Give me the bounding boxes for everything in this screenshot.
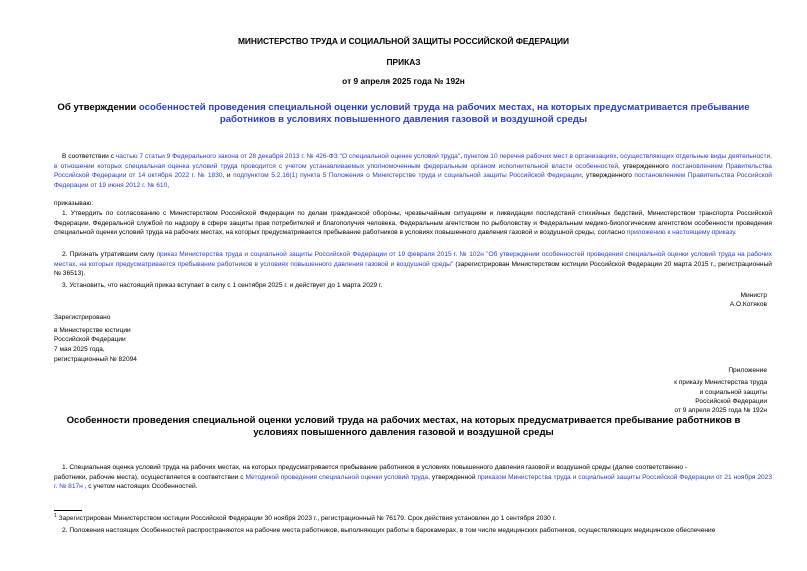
order-item-1 [54, 209, 772, 238]
registration-block [54, 313, 137, 365]
title-prefix: Об утверждении [57, 102, 139, 113]
item2-text: (зарегистрирован Министерством юстиции Российской Федерации 20 марта 2015 г., регистрационный № 36513). [54, 260, 772, 278]
appendix-item1-rest [54, 473, 772, 492]
resolution-610-link[interactable]: постановлением Правительства Российской Федерации от 19 июня 2012 г. № 610 [54, 172, 772, 189]
document-date-number: от 9 апреля 2025 года № 192н [342, 76, 465, 86]
footnote-mark: 1 [54, 513, 57, 519]
appendix-link[interactable]: приложению к настоящему приказу [626, 229, 735, 237]
title-link[interactable]: особенностей проведения специальной оценки условий труда на рабочих местах, на которых предусматривается пребывание работников в условиях повышенного давления газовой и воздушной среды [138, 102, 750, 125]
appendix-ref-line: от 9 апреля 2025 года № 192н [674, 407, 767, 415]
list-point-10-link[interactable]: пунктом 10 перечня рабочих мест в организациях, осуществляющих отдельные виды деятельности, в отношении которых специальная оценка условий труда проводится с учетом устанавливаемых уполномоченным федеральным органом исполнительной власти особенностей [54, 153, 772, 170]
appendix-item1-text: работники, рабочие места), осуществляется в соответствии с [54, 473, 246, 481]
order-item-3: 3. Установить, что настоящий приказ вступает в силу с 1 сентября 2025 г. и действует до 1 марта 2029 г. [62, 282, 383, 289]
item1-end: . [734, 229, 737, 237]
appendix-item1-line: 1. Специальная оценка условий труда на рабочих местах, на которых предусматривается пребывание работников в условиях повышенного давления газовой и воздушной среды (далее соответственно - [62, 464, 688, 471]
registration-line: Зарегистрировано [54, 314, 111, 321]
registration-line: 7 мая 2025 года, [54, 346, 105, 354]
signature-position: Министр [740, 292, 767, 299]
preamble-text: , [460, 153, 464, 160]
appendix-ref-line: и социальной защиты [699, 388, 767, 396]
methodology-link[interactable]: Методикой проведения специальной оценки условий труда [245, 473, 429, 481]
appendix-ref-line: Приложение [728, 367, 767, 374]
registration-line: в Министерстве юстиции [54, 326, 131, 334]
preamble-text: , утвержденного [581, 172, 635, 180]
appendix-item-1 [54, 463, 772, 492]
preamble-text: , утвержденного [618, 162, 672, 170]
appendix-reference [674, 366, 767, 415]
document-type: ПРИКАЗ [386, 57, 421, 67]
resolution-1830-link[interactable]: постановлением Правительства Российской Федерации от 14 октября 2022 г. № 1830 [54, 162, 772, 180]
order-817n-link[interactable]: приказом Министерства труда и социальной защиты Российской Федерации от 21 ноября 2023 г. № 817н [54, 473, 773, 491]
registration-line: регистрационный № 82094 [54, 355, 137, 363]
appendix-ref-line: к приказу Министерства труда [674, 379, 767, 387]
preamble-paragraph [54, 152, 772, 190]
appendix-title: Особенности проведения специальной оценки условий труда на рабочих местах, на которых предусматривается пребывание работников в условиях повышенного давления газовой и воздушной среды [66, 415, 741, 438]
appendix-item-2: 2. Положения настоящих Особенностей распространяются на рабочие места работников, выполняющих работы в барокамерах, в том числе медицинских работников, осуществляющих медицинское обеспечение [62, 527, 716, 534]
order-item-2 [54, 250, 772, 279]
signature-name: А.О.Котяков [729, 301, 767, 308]
order-word: приказываю: [54, 200, 94, 207]
item2-text: 2. Признать утратившим силу [62, 251, 157, 258]
appendix-item1-text: , с учетом настоящих Особенностей. [82, 483, 198, 491]
order-title [40, 102, 767, 126]
regulation-subpoint-link[interactable]: подпунктом 5.2.16(1) пункта 5 Положения о Министерстве труда и социальной защиты Российской Федерации [233, 172, 582, 180]
appendix-item1-text: , утвержденной [428, 473, 478, 481]
footnote [54, 512, 556, 524]
preamble-text: , и [222, 172, 234, 180]
law-426fz-link[interactable]: частью 7 статьи 9 Федерального закона от 28 декабря 2013 г. № 426-ФЗ "О специальной оценке условий труда" [115, 153, 461, 160]
preamble-text: В соответствии с [62, 153, 116, 160]
preamble-text: , [167, 181, 170, 189]
registration-line: Российской Федерации [54, 336, 126, 344]
item1-text: 1. Утвердить по согласованию с Министерством Российской Федерации по делам гражданской обороны, чрезвычайным ситуациям и ликвидации последствий стихийных бедствий, Министерством транспорта Российской Федерации, Федеральной службой по надзору в сфере защиты прав потребителей и благополучия человека, Федеральным агентством по рыболовству и Федеральным медико-биологическим агентством особенности проведения специальной оценки условий труда на рабочих местах, на которых предусматривается пребывание работников в условиях повышенного давления газовой и воздушной среды, согласно [54, 210, 772, 237]
order-102n-link[interactable]: приказ Министерства труда и социальной защиты Российской Федерации от 19 февраля 2015 г. № 102н "Об утверждении особенностей проведения специальной оценки условий труда на рабочих местах, на которых предусматривается пребывание работников в условиях повышенного давления газовой и воздушной среды" [54, 251, 772, 268]
footnote-separator [54, 510, 82, 511]
appendix-ref-line: Российской Федерации [695, 397, 767, 405]
footnote-text: Зарегистрирован Министерством юстиции Российской Федерации 30 ноября 2023 г., регистрационный № 76179. Срок действия установлен до 1 сентября 2030 г. [56, 515, 557, 523]
ministry-heading: МИНИСТЕРСТВО ТРУДА И СОЦИАЛЬНОЙ ЗАЩИТЫ РОССИЙСКОЙ ФЕДЕРАЦИИ [237, 36, 570, 46]
